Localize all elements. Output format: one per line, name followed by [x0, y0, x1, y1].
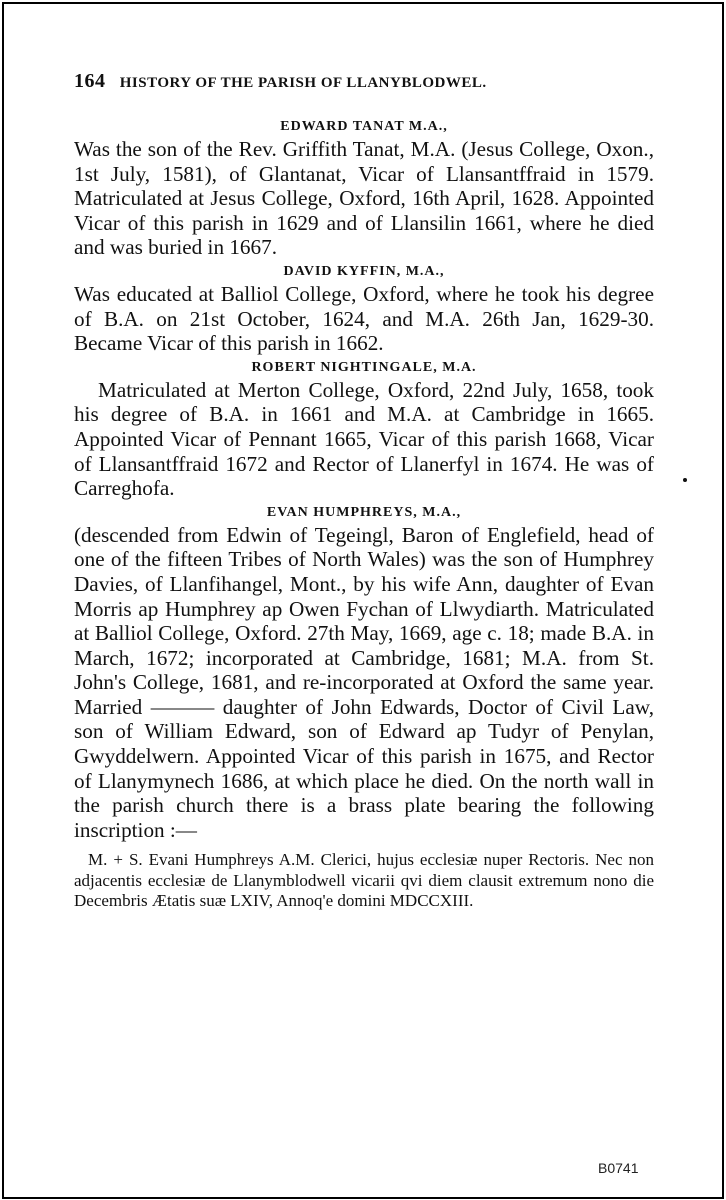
entry-text: Matriculated at Merton College, Oxford, 22nd July, 1658, took his degree of B.A. in 1661 and M.A. at Cambridge in 1665. Appointed Vicar of Pennant 1665, Vicar of this parish 1668, Vicar of Llansantffraid 1672 and Rector of Llanerfyl in 1674. He was of Carreghofa. — [74, 377, 654, 501]
running-head — [74, 70, 654, 93]
entry-robert-nightingale — [74, 360, 654, 501]
book-title: HISTORY OF THE PARISH OF LLANYBLODWEL. — [119, 75, 487, 91]
entry-evan-humphreys — [74, 505, 654, 843]
entry-heading: EVAN HUMPHREYS, M.A., — [266, 504, 462, 520]
entry-text: Was the son of the Rev. Griffith Tanat, M.A. (Jesus College, Oxon., 1st July, 1581), of Glantanat, Vicar of Llansantffraid in 1579. Matriculated at Jesus College, Oxford, 16th April, 1628. Appointed Vicar of this parish in 1629 and of Llansilin 1661, where he died and was buried in 1667. — [74, 137, 654, 260]
margin-dot — [683, 478, 687, 482]
document-code: B0741 — [598, 1160, 639, 1176]
page-number: 164 — [74, 70, 106, 92]
entry-edward-tanat — [74, 119, 654, 260]
entry-text: Was educated at Balliol College, Oxford, where he took his degree of B.A. on 21st October, 1624, and M.A. 26th Jan, 1629-30. Became Vicar of this parish in 1662. — [74, 281, 654, 356]
entry-text: (descended from Edwin of Tegeingl, Baron of Englefield, head of one of the fifteen Tribes of North Wales) was the son of Humphrey Davies, of Llanfihangel, Mont., by his wife Ann, daughter of Evan Morris ap Humphrey ap Owen Fychan of Llwydiarth. Matriculated at Balliol College, Oxford. 27th May, 1669, age c. 18; made B.A. in March, 1672; incorporated at Cambridge, 1681; M.A. from St. John's College, 1681, and re-incorporated at Oxford the same year. Married ——— daughter of John Edwards, Doctor of Civil Law, son of William Edward, son of Edward ap Tudyr of Penylan, Gwyddelwern. Appointed Vicar of this parish in 1675, and Rector of Llanymynech 1686, at which place he died. On the north wall in the parish church there is a brass plate bearing the following inscription :— — [74, 522, 654, 842]
entry-heading: EDWARD TANAT M.A., — [280, 119, 448, 134]
entry-david-kyffin — [74, 264, 654, 356]
entry-heading: ROBERT NIGHTINGALE, M.A. — [251, 359, 477, 375]
inscription-text: M. + S. Evani Humphreys A.M. Clerici, hujus ecclesiæ nuper Rectoris. Nec non adjacentis ecclesiæ de Llanymblodwell vicarii qvi diem clausit extremum nono die Decembris Ætatis suæ LXIV, Annoq'e domini MDCCXIII. — [74, 850, 654, 911]
entry-heading: DAVID KYFFIN, M.A., — [283, 263, 445, 279]
document-page — [74, 70, 654, 929]
